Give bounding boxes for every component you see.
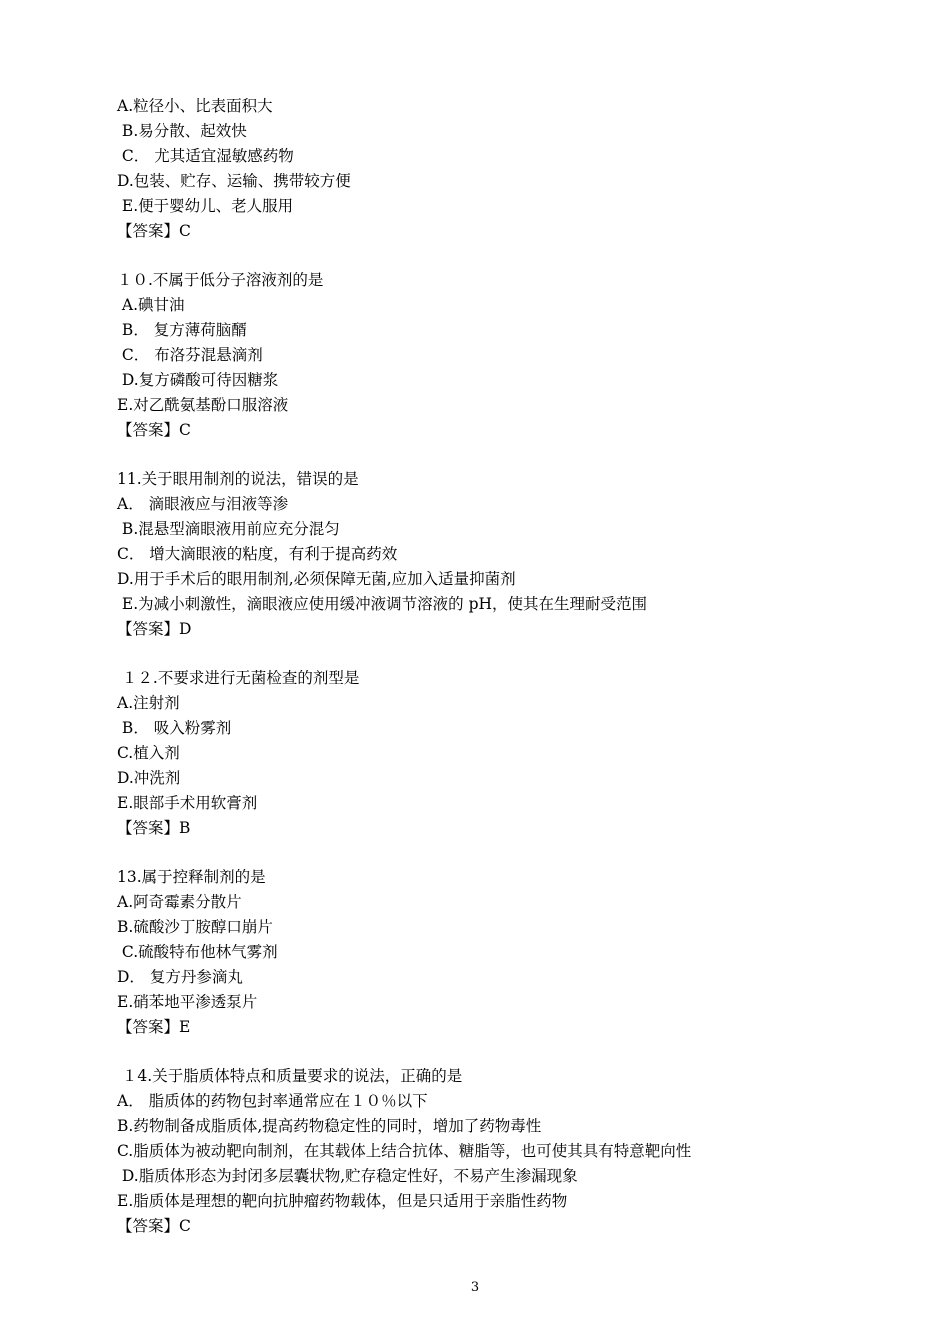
option-b: B.混悬型滴眼液用前应充分混匀 (117, 520, 340, 538)
option-d: D． 复方丹参滴丸 (117, 968, 243, 986)
question-stem: １０.不属于低分子溶液剂的是 (117, 271, 324, 289)
option-d: D.包装、贮存、运输、携带较方便 (117, 172, 351, 190)
option-c: C． 尤其适宜湿敏感药物 (117, 147, 294, 165)
option-e: E.脂质体是理想的靶向抗肿瘤药物载体，但是只适用于亲脂性药物 (117, 1192, 568, 1210)
option-d: D.冲洗剂 (117, 769, 181, 787)
option-a: A.碘甘油 (117, 296, 185, 314)
question-block-14 (117, 1064, 837, 1239)
answer-line: 【答案】D (117, 620, 192, 638)
question-stem: １4.关于脂质体特点和质量要求的说法，正确的是 (117, 1067, 463, 1085)
question-block-9 (117, 94, 837, 244)
option-d: D.脂质体形态为封闭多层囊状物,贮存稳定性好，不易产生渗漏现象 (117, 1167, 578, 1185)
option-b: B． 复方薄荷脑醑 (117, 321, 247, 339)
option-c: C． 布洛芬混悬滴剂 (117, 346, 263, 364)
option-d: D.复方磷酸可待因糖浆 (117, 371, 279, 389)
question-stem: １２.不要求进行无菌检查的剂型是 (117, 669, 360, 687)
option-e: E.为减小刺激性，滴眼液应使用缓冲液调节溶液的 pH，使其在生理耐受范围 (117, 595, 648, 613)
answer-line: 【答案】C (117, 1217, 191, 1235)
option-c: C.植入剂 (117, 744, 180, 762)
page-number: 3 (470, 1280, 480, 1295)
option-b: B． 吸入粉雾剂 (117, 719, 232, 737)
question-block-12 (117, 666, 837, 841)
question-block-11 (117, 467, 837, 642)
option-a: A． 滴眼液应与泪液等渗 (117, 495, 289, 513)
option-b: B.易分散、起效快 (117, 122, 247, 140)
option-c: C.脂质体为被动靶向制剂，在其载体上结合抗体、糖脂等，也可使其具有特意靶向性 (117, 1142, 692, 1160)
question-block-10 (117, 268, 837, 443)
option-e: E.便于婴幼儿、老人服用 (117, 197, 294, 215)
question-stem: 13.属于控释制剂的是 (117, 868, 266, 886)
option-e: E.硝苯地平渗透泵片 (117, 993, 258, 1011)
answer-line: 【答案】C (117, 222, 191, 240)
option-e: E.对乙酰氨基酚口服溶液 (117, 396, 289, 414)
question-stem: 11.关于眼用制剂的说法，错误的是 (117, 470, 359, 488)
option-e: E.眼部手术用软膏剂 (117, 794, 258, 812)
option-c: C． 增大滴眼液的粘度，有利于提高药效 (117, 545, 398, 563)
option-d: D.用于手术后的眼用制剂,必须保障无菌,应加入适量抑菌剂 (117, 570, 516, 588)
answer-line: 【答案】B (117, 819, 191, 837)
option-c: C.硫酸特布他林气雾剂 (117, 943, 278, 961)
option-b: B.药物制备成脂质体,提高药物稳定性的同时，增加了药物毒性 (117, 1117, 542, 1135)
option-a: A． 脂质体的药物包封率通常应在１０％以下 (117, 1092, 428, 1110)
question-block-13 (117, 865, 837, 1040)
option-b: B.硫酸沙丁胺醇口崩片 (117, 918, 273, 936)
option-a: A.注射剂 (117, 694, 180, 712)
option-a: A.粒径小、比表面积大 (117, 97, 273, 115)
answer-line: 【答案】C (117, 421, 191, 439)
answer-line: 【答案】E (117, 1018, 191, 1036)
option-a: A.阿奇霉素分散片 (117, 893, 242, 911)
